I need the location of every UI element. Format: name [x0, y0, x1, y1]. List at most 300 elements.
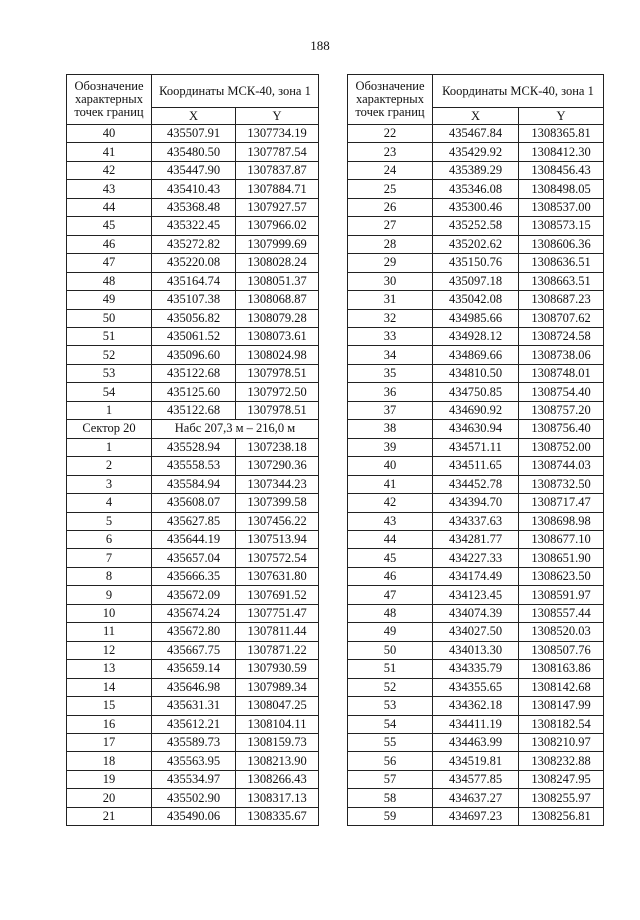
table-row — [67, 272, 319, 290]
point-number-cell: 41 — [348, 475, 433, 493]
header-x: X — [433, 108, 519, 125]
point-number-cell: 44 — [67, 198, 152, 216]
point-number-cell: 3 — [67, 475, 152, 493]
x-coordinate-cell: 435480.50 — [152, 143, 236, 161]
y-coordinate-cell: 1307513.94 — [236, 530, 319, 548]
x-coordinate-cell: 434027.50 — [433, 623, 519, 641]
table-row — [348, 512, 604, 530]
table-row — [348, 549, 604, 567]
y-coordinate-cell: 1307734.19 — [236, 125, 319, 143]
point-number-cell: 40 — [67, 125, 152, 143]
point-number-cell: 12 — [67, 641, 152, 659]
y-coordinate-cell: 1308744.03 — [519, 457, 604, 475]
x-coordinate-cell: 434411.19 — [433, 715, 519, 733]
point-number-cell: 41 — [67, 143, 152, 161]
x-coordinate-cell: 434577.85 — [433, 770, 519, 788]
y-coordinate-cell: 1308079.28 — [236, 309, 319, 327]
x-coordinate-cell: 434571.11 — [433, 438, 519, 456]
point-number-cell: 26 — [348, 198, 433, 216]
table-row — [348, 494, 604, 512]
header-label-line2: характерных — [356, 92, 424, 106]
point-number-cell: 40 — [348, 457, 433, 475]
table-row — [67, 346, 319, 364]
y-coordinate-cell: 1308707.62 — [519, 309, 604, 327]
x-coordinate-cell: 434869.66 — [433, 346, 519, 364]
x-coordinate-cell: 434174.49 — [433, 567, 519, 585]
table-row — [67, 143, 319, 161]
point-number-cell: 57 — [348, 770, 433, 788]
table-row — [67, 475, 319, 493]
table-row — [348, 125, 604, 143]
point-number-cell: 18 — [67, 752, 152, 770]
table-row — [67, 752, 319, 770]
table-row — [348, 420, 604, 438]
coordinates-table-left — [66, 74, 319, 826]
point-number-cell: 11 — [67, 623, 152, 641]
y-coordinate-cell: 1307978.51 — [236, 364, 319, 382]
y-coordinate-cell: 1308213.90 — [236, 752, 319, 770]
x-coordinate-cell: 435447.90 — [152, 161, 236, 179]
y-coordinate-cell: 1307927.57 — [236, 198, 319, 216]
y-coordinate-cell: 1308182.54 — [519, 715, 604, 733]
y-coordinate-cell: 1308456.43 — [519, 161, 604, 179]
x-coordinate-cell: 434519.81 — [433, 752, 519, 770]
x-coordinate-cell: 434227.33 — [433, 549, 519, 567]
x-coordinate-cell: 434810.50 — [433, 364, 519, 382]
point-number-cell: 25 — [348, 180, 433, 198]
point-number-cell: 14 — [67, 678, 152, 696]
header-point-label — [348, 75, 433, 125]
x-coordinate-cell: 435659.14 — [152, 660, 236, 678]
point-number-cell: 15 — [67, 697, 152, 715]
header-label-line1: Обозначение — [74, 79, 144, 93]
y-coordinate-cell: 1308317.13 — [236, 789, 319, 807]
y-coordinate-cell: 1307989.34 — [236, 678, 319, 696]
x-coordinate-cell: 435672.80 — [152, 623, 236, 641]
table-row — [348, 475, 604, 493]
header-y: Y — [519, 108, 604, 125]
y-coordinate-cell: 1308663.51 — [519, 272, 604, 290]
x-coordinate-cell: 435252.58 — [433, 217, 519, 235]
x-coordinate-cell: 434335.79 — [433, 660, 519, 678]
y-coordinate-cell: 1308636.51 — [519, 254, 604, 272]
y-coordinate-cell: 1308255.97 — [519, 789, 604, 807]
header-point-label — [67, 75, 152, 125]
table-row — [348, 364, 604, 382]
y-coordinate-cell: 1308104.11 — [236, 715, 319, 733]
x-coordinate-cell: 435608.07 — [152, 494, 236, 512]
table-row — [67, 733, 319, 751]
point-number-cell: 53 — [348, 697, 433, 715]
table-row — [348, 457, 604, 475]
table-row — [67, 217, 319, 235]
point-number-cell: 44 — [348, 530, 433, 548]
x-coordinate-cell: 435056.82 — [152, 309, 236, 327]
y-coordinate-cell: 1308724.58 — [519, 327, 604, 345]
point-number-cell: 53 — [67, 364, 152, 382]
point-number-cell: 54 — [67, 383, 152, 401]
table-row — [348, 623, 604, 641]
point-number-cell: 47 — [67, 254, 152, 272]
x-coordinate-cell: 435429.92 — [433, 143, 519, 161]
y-coordinate-cell: 1308606.36 — [519, 235, 604, 253]
table-row — [67, 180, 319, 198]
point-number-cell: 51 — [348, 660, 433, 678]
y-coordinate-cell: 1308757.20 — [519, 401, 604, 419]
x-coordinate-cell: 435646.98 — [152, 678, 236, 696]
right-table-body — [348, 125, 604, 826]
point-number-cell: 39 — [348, 438, 433, 456]
point-number-cell: 45 — [67, 217, 152, 235]
table-row — [67, 457, 319, 475]
left-table-body — [67, 125, 319, 826]
x-coordinate-cell: 435563.95 — [152, 752, 236, 770]
point-number-cell: 20 — [67, 789, 152, 807]
point-number-cell: 22 — [348, 125, 433, 143]
table-row — [67, 254, 319, 272]
point-number-cell: 43 — [67, 180, 152, 198]
y-coordinate-cell: 1307966.02 — [236, 217, 319, 235]
point-number-cell: 49 — [348, 623, 433, 641]
table-row — [348, 715, 604, 733]
table-row — [348, 161, 604, 179]
x-coordinate-cell: 434452.78 — [433, 475, 519, 493]
header-label-line3: точек границ — [355, 105, 425, 119]
table-row — [67, 586, 319, 604]
x-coordinate-cell: 434630.94 — [433, 420, 519, 438]
x-coordinate-cell: 435672.09 — [152, 586, 236, 604]
table-row — [67, 623, 319, 641]
x-coordinate-cell: 434123.45 — [433, 586, 519, 604]
x-coordinate-cell: 435612.21 — [152, 715, 236, 733]
y-coordinate-cell: 1307631.80 — [236, 567, 319, 585]
table-row — [67, 401, 319, 419]
y-coordinate-cell: 1307238.18 — [236, 438, 319, 456]
y-coordinate-cell: 1307811.44 — [236, 623, 319, 641]
table-row — [348, 438, 604, 456]
point-number-cell: 5 — [67, 512, 152, 530]
x-coordinate-cell: 435467.84 — [433, 125, 519, 143]
x-coordinate-cell: 435125.60 — [152, 383, 236, 401]
table-row — [67, 125, 319, 143]
point-number-cell: 19 — [67, 770, 152, 788]
y-coordinate-cell: 1307290.36 — [236, 457, 319, 475]
x-coordinate-cell: 435322.45 — [152, 217, 236, 235]
x-coordinate-cell: 434394.70 — [433, 494, 519, 512]
x-coordinate-cell: 434355.65 — [433, 678, 519, 696]
point-number-cell: 36 — [348, 383, 433, 401]
table-row — [67, 604, 319, 622]
point-number-cell: 29 — [348, 254, 433, 272]
header-coordinates: Координаты МСК-40, зона 1 — [152, 75, 319, 108]
table-row — [348, 272, 604, 290]
x-coordinate-cell: 435164.74 — [152, 272, 236, 290]
y-coordinate-cell: 1308754.40 — [519, 383, 604, 401]
table-row — [67, 715, 319, 733]
sector-row — [67, 420, 319, 438]
point-number-cell: 2 — [67, 457, 152, 475]
point-number-cell: 13 — [67, 660, 152, 678]
x-coordinate-cell: 434337.63 — [433, 512, 519, 530]
header-x: X — [152, 108, 236, 125]
x-coordinate-cell: 435096.60 — [152, 346, 236, 364]
table-row — [67, 697, 319, 715]
y-coordinate-cell: 1307999.69 — [236, 235, 319, 253]
y-coordinate-cell: 1308732.50 — [519, 475, 604, 493]
table-row — [67, 678, 319, 696]
y-coordinate-cell: 1308677.10 — [519, 530, 604, 548]
y-coordinate-cell: 1308335.67 — [236, 807, 319, 825]
point-number-cell: 24 — [348, 161, 433, 179]
point-number-cell: 17 — [67, 733, 152, 751]
x-coordinate-cell: 435042.08 — [433, 291, 519, 309]
x-coordinate-cell: 435558.53 — [152, 457, 236, 475]
table-row — [67, 660, 319, 678]
table-row — [67, 641, 319, 659]
y-coordinate-cell: 1308073.61 — [236, 327, 319, 345]
y-coordinate-cell: 1308651.90 — [519, 549, 604, 567]
table-row — [67, 309, 319, 327]
point-number-cell: 7 — [67, 549, 152, 567]
y-coordinate-cell: 1308738.06 — [519, 346, 604, 364]
header-label-line2: характерных — [75, 92, 143, 106]
table-row — [67, 530, 319, 548]
table-row — [348, 401, 604, 419]
y-coordinate-cell: 1308047.25 — [236, 697, 319, 715]
point-number-cell: 1 — [67, 438, 152, 456]
table-row — [67, 789, 319, 807]
x-coordinate-cell: 435122.68 — [152, 364, 236, 382]
y-coordinate-cell: 1307871.22 — [236, 641, 319, 659]
x-coordinate-cell: 435061.52 — [152, 327, 236, 345]
y-coordinate-cell: 1308623.50 — [519, 567, 604, 585]
header-label-line3: точек границ — [74, 105, 144, 119]
coordinates-table-right — [347, 74, 604, 826]
point-number-cell: 43 — [348, 512, 433, 530]
y-coordinate-cell: 1307837.87 — [236, 161, 319, 179]
table-row — [348, 327, 604, 345]
point-number-cell: 52 — [348, 678, 433, 696]
x-coordinate-cell: 435490.06 — [152, 807, 236, 825]
point-number-cell: 47 — [348, 586, 433, 604]
y-coordinate-cell: 1307787.54 — [236, 143, 319, 161]
point-number-cell: 37 — [348, 401, 433, 419]
point-number-cell: 32 — [348, 309, 433, 327]
point-number-cell: 31 — [348, 291, 433, 309]
y-coordinate-cell: 1308051.37 — [236, 272, 319, 290]
y-coordinate-cell: 1308256.81 — [519, 807, 604, 825]
y-coordinate-cell: 1307884.71 — [236, 180, 319, 198]
x-coordinate-cell: 435122.68 — [152, 401, 236, 419]
point-number-cell: 6 — [67, 530, 152, 548]
table-row — [348, 586, 604, 604]
point-number-cell: 46 — [67, 235, 152, 253]
x-coordinate-cell: 434690.92 — [433, 401, 519, 419]
table-row — [348, 789, 604, 807]
y-coordinate-cell: 1308159.73 — [236, 733, 319, 751]
x-coordinate-cell: 435097.18 — [433, 272, 519, 290]
x-coordinate-cell: 435502.90 — [152, 789, 236, 807]
y-coordinate-cell: 1308537.00 — [519, 198, 604, 216]
x-coordinate-cell: 434637.27 — [433, 789, 519, 807]
table-row — [67, 291, 319, 309]
table-row — [348, 770, 604, 788]
x-coordinate-cell: 434281.77 — [433, 530, 519, 548]
point-number-cell: 27 — [348, 217, 433, 235]
x-coordinate-cell: 435272.82 — [152, 235, 236, 253]
table-row — [348, 641, 604, 659]
x-coordinate-cell: 435346.08 — [433, 180, 519, 198]
point-number-cell: 55 — [348, 733, 433, 751]
y-coordinate-cell: 1308507.76 — [519, 641, 604, 659]
table-row — [67, 567, 319, 585]
table-row — [348, 235, 604, 253]
table-row — [67, 327, 319, 345]
table-row — [67, 364, 319, 382]
table-row — [67, 438, 319, 456]
y-coordinate-cell: 1307978.51 — [236, 401, 319, 419]
table-row — [67, 770, 319, 788]
point-number-cell: 45 — [348, 549, 433, 567]
table-row — [348, 383, 604, 401]
table-row — [67, 494, 319, 512]
point-number-cell: 30 — [348, 272, 433, 290]
y-coordinate-cell: 1307344.23 — [236, 475, 319, 493]
table-row — [348, 807, 604, 825]
x-coordinate-cell: 435657.04 — [152, 549, 236, 567]
point-number-cell: 33 — [348, 327, 433, 345]
y-coordinate-cell: 1307399.58 — [236, 494, 319, 512]
point-number-cell: 16 — [67, 715, 152, 733]
y-coordinate-cell: 1308717.47 — [519, 494, 604, 512]
table-row — [348, 217, 604, 235]
y-coordinate-cell: 1308247.95 — [519, 770, 604, 788]
point-number-cell: 50 — [67, 309, 152, 327]
table-row — [348, 309, 604, 327]
point-number-cell: 48 — [67, 272, 152, 290]
x-coordinate-cell: 435528.94 — [152, 438, 236, 456]
x-coordinate-cell: 435644.19 — [152, 530, 236, 548]
y-coordinate-cell: 1308520.03 — [519, 623, 604, 641]
point-number-cell: 59 — [348, 807, 433, 825]
y-coordinate-cell: 1308498.05 — [519, 180, 604, 198]
x-coordinate-cell: 435220.08 — [152, 254, 236, 272]
x-coordinate-cell: 435300.46 — [433, 198, 519, 216]
x-coordinate-cell: 434928.12 — [433, 327, 519, 345]
table-row — [67, 549, 319, 567]
point-number-cell: 52 — [67, 346, 152, 364]
y-coordinate-cell: 1308068.87 — [236, 291, 319, 309]
point-number-cell: 42 — [348, 494, 433, 512]
table-row — [67, 807, 319, 825]
x-coordinate-cell: 434697.23 — [433, 807, 519, 825]
x-coordinate-cell: 435389.29 — [433, 161, 519, 179]
point-number-cell: 46 — [348, 567, 433, 585]
point-number-cell: 8 — [67, 567, 152, 585]
point-number-cell: 34 — [348, 346, 433, 364]
x-coordinate-cell: 435507.91 — [152, 125, 236, 143]
point-number-cell: 42 — [67, 161, 152, 179]
y-coordinate-cell: 1308698.98 — [519, 512, 604, 530]
table-row — [348, 180, 604, 198]
table-row — [348, 697, 604, 715]
y-coordinate-cell: 1308266.43 — [236, 770, 319, 788]
header-coordinates: Координаты МСК-40, зона 1 — [433, 75, 604, 108]
point-number-cell: 50 — [348, 641, 433, 659]
point-number-cell: 1 — [67, 401, 152, 419]
x-coordinate-cell: 435150.76 — [433, 254, 519, 272]
x-coordinate-cell: 435534.97 — [152, 770, 236, 788]
y-coordinate-cell: 1308573.15 — [519, 217, 604, 235]
x-coordinate-cell: 434013.30 — [433, 641, 519, 659]
table-row — [348, 733, 604, 751]
table-row — [348, 678, 604, 696]
x-coordinate-cell: 435589.73 — [152, 733, 236, 751]
table-row — [348, 346, 604, 364]
y-coordinate-cell: 1307572.54 — [236, 549, 319, 567]
y-coordinate-cell: 1308028.24 — [236, 254, 319, 272]
y-coordinate-cell: 1308756.40 — [519, 420, 604, 438]
point-number-cell: 54 — [348, 715, 433, 733]
y-coordinate-cell: 1308024.98 — [236, 346, 319, 364]
table-row — [348, 254, 604, 272]
point-number-cell: 35 — [348, 364, 433, 382]
y-coordinate-cell: 1308232.88 — [519, 752, 604, 770]
point-number-cell: 49 — [67, 291, 152, 309]
x-coordinate-cell: 435584.94 — [152, 475, 236, 493]
point-number-cell: 23 — [348, 143, 433, 161]
x-coordinate-cell: 434511.65 — [433, 457, 519, 475]
table-row — [348, 660, 604, 678]
x-coordinate-cell: 434074.39 — [433, 604, 519, 622]
y-coordinate-cell: 1307456.22 — [236, 512, 319, 530]
table-row — [67, 198, 319, 216]
y-coordinate-cell: 1308163.86 — [519, 660, 604, 678]
table-row — [67, 512, 319, 530]
table-row — [67, 161, 319, 179]
table-row — [348, 752, 604, 770]
point-number-cell: 4 — [67, 494, 152, 512]
sector-note: Набс 207,3 м – 216,0 м — [152, 420, 319, 438]
table-row — [348, 291, 604, 309]
y-coordinate-cell: 1308412.30 — [519, 143, 604, 161]
table-row — [348, 143, 604, 161]
table-row — [348, 530, 604, 548]
y-coordinate-cell: 1308210.97 — [519, 733, 604, 751]
point-number-cell: 51 — [67, 327, 152, 345]
point-number-cell: 9 — [67, 586, 152, 604]
y-coordinate-cell: 1308147.99 — [519, 697, 604, 715]
y-coordinate-cell: 1308687.23 — [519, 291, 604, 309]
table-row — [348, 567, 604, 585]
table-row — [348, 198, 604, 216]
y-coordinate-cell: 1308748.01 — [519, 364, 604, 382]
point-number-cell: 28 — [348, 235, 433, 253]
y-coordinate-cell: 1307691.52 — [236, 586, 319, 604]
y-coordinate-cell: 1307930.59 — [236, 660, 319, 678]
point-number-cell: 10 — [67, 604, 152, 622]
y-coordinate-cell: 1308365.81 — [519, 125, 604, 143]
x-coordinate-cell: 434985.66 — [433, 309, 519, 327]
y-coordinate-cell: 1307751.47 — [236, 604, 319, 622]
sector-label: Сектор 20 — [67, 420, 152, 438]
x-coordinate-cell: 435107.38 — [152, 291, 236, 309]
point-number-cell: 56 — [348, 752, 433, 770]
y-coordinate-cell: 1308752.00 — [519, 438, 604, 456]
x-coordinate-cell: 435666.35 — [152, 567, 236, 585]
x-coordinate-cell: 435667.75 — [152, 641, 236, 659]
table-row — [67, 235, 319, 253]
